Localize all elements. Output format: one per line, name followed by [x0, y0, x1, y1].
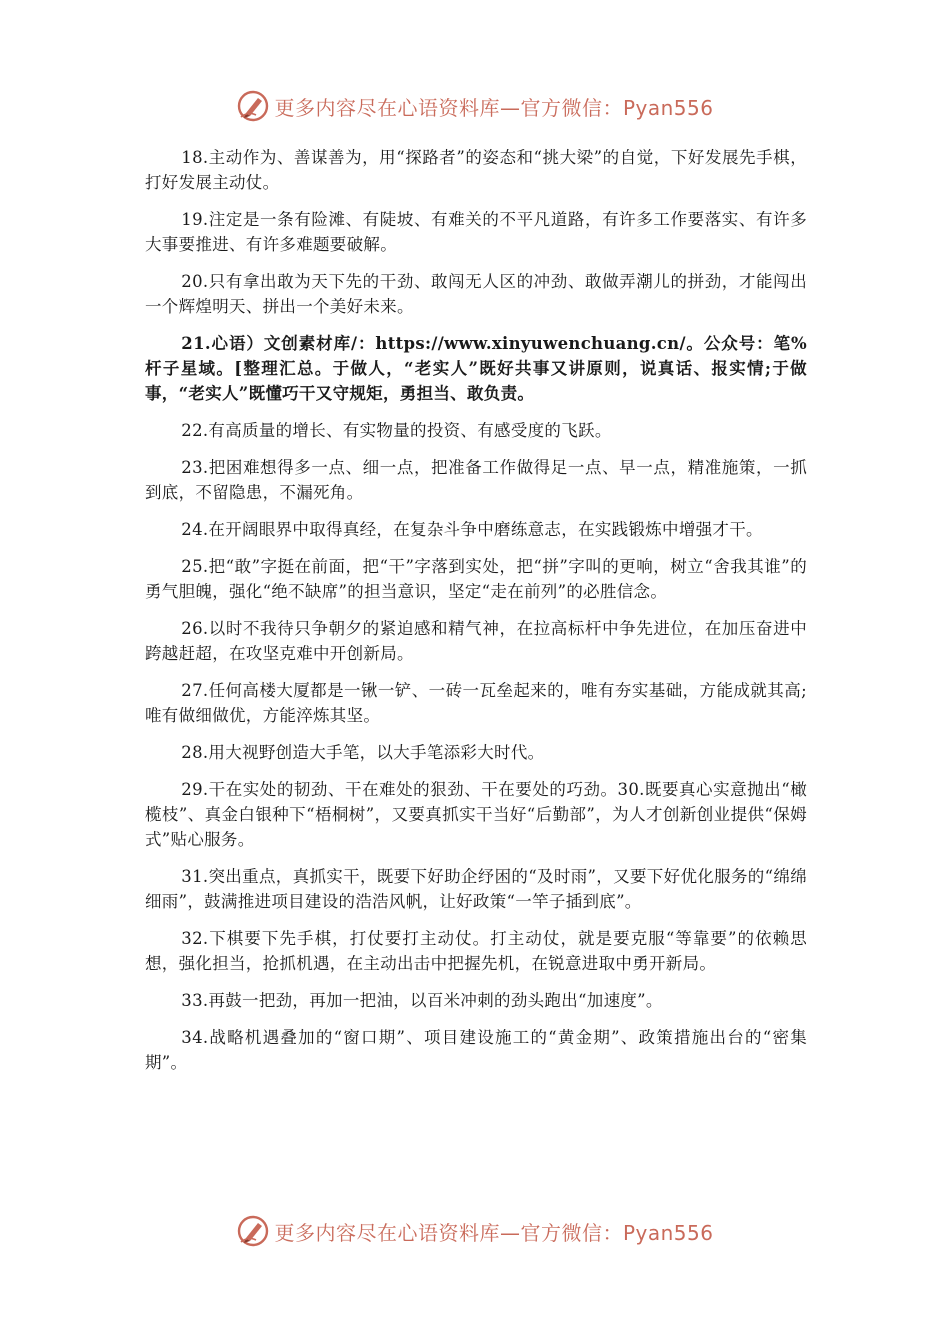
paragraph-24: 24.在开阔眼界中取得真经，在复杂斗争中磨练意志，在实践锻炼中增强才干。	[181, 520, 763, 539]
paragraph-23: 23.把困难想得多一点、细一点，把准备工作做得足一点、早一点，精准施策，一抓到底，不留隐患，不漏死角。	[145, 458, 807, 502]
paragraph-32: 32.下棋要下先手棋，打仗要打主动仗。打主动仗，就是要克服“等靠要”的依赖思想，强化担当，抢抓机遇，在主动出击中把握先机，在锐意进取中勇开新局。	[145, 929, 807, 973]
header-banner-text: 更多内容尽在心语资料库—官方微信：Pyan556	[274, 95, 714, 120]
paragraph-33: 33.再鼓一把劲，再加一把油，以百米冲刺的劲头跑出“加速度”。	[181, 991, 663, 1010]
paragraph-28: 28.用大视野创造大手笔，以大手笔添彩大时代。	[181, 743, 545, 762]
paragraph-18: 18.主动作为、善谋善为，用“探路者”的姿态和“挑大梁”的自觉，下好发展先手棋，打好发展主动仗。	[145, 148, 807, 192]
paragraph-34: 34.战略机遇叠加的“窗口期”、项目建设施工的“黄金期”、政策措施出台的“密集期”。	[145, 1028, 807, 1072]
paragraph-22: 22.有高质量的增长、有实物量的投资、有感受度的飞跃。	[181, 421, 612, 440]
paragraph-21: 21.心语）文创素材库/：https://www.xinyuwenchuang.cn/。公众号：笔%杆子星域。[整理汇总。于做人，“老实人”既好共事又讲原则，说真话、报实情;于做事，“老实人”既懂巧干又守规矩，勇担当、敢负责。	[145, 334, 807, 403]
footer-banner	[0, 1211, 950, 1251]
document-body	[145, 145, 807, 1087]
paragraph-29-30: 29.干在实处的韧劲、干在难处的狠劲、干在要处的巧劲。30.既要真心实意抛出“橄榄枝”、真金白银种下“梧桐树”，又要真抓实干当好“后勤部”，为人才创新创业提供“保姆式”贴心服务。	[145, 780, 807, 849]
paragraph-25: 25.把“敢”字挺在前面，把“干”字落到实处，把“拼”字叫的更响，树立“舍我其谁”的勇气胆魄，强化“绝不缺席”的担当意识，坚定“走在前列”的必胜信念。	[145, 557, 807, 601]
paragraph-20: 20.只有拿出敢为天下先的干劲、敢闯无人区的冲劲、敢做弄潮儿的拼劲，才能闯出一个辉煌明天、拼出一个美好未来。	[145, 272, 807, 316]
pen-logo-icon	[236, 1214, 270, 1248]
header-banner	[0, 86, 950, 126]
pen-logo-icon	[236, 89, 270, 123]
paragraph-27: 27.任何高楼大厦都是一锹一铲、一砖一瓦垒起来的，唯有夯实基础，方能成就其高;唯有做细做优，方能淬炼其坚。	[145, 681, 807, 725]
footer-banner-text: 更多内容尽在心语资料库—官方微信：Pyan556	[274, 1220, 714, 1245]
paragraph-31: 31.突出重点，真抓实干，既要下好助企纾困的“及时雨”，又要下好优化服务的“绵绵细雨”，鼓满推进项目建设的浩浩风帆，让好政策“一竿子插到底”。	[145, 867, 807, 911]
paragraph-19: 19.注定是一条有险滩、有陡坡、有难关的不平凡道路，有许多工作要落实、有许多大事要推进、有许多难题要破解。	[145, 210, 807, 254]
paragraph-26: 26.以时不我待只争朝夕的紧迫感和精气神，在拉高标杆中争先进位，在加压奋进中跨越赶超，在攻坚克难中开创新局。	[145, 619, 807, 663]
